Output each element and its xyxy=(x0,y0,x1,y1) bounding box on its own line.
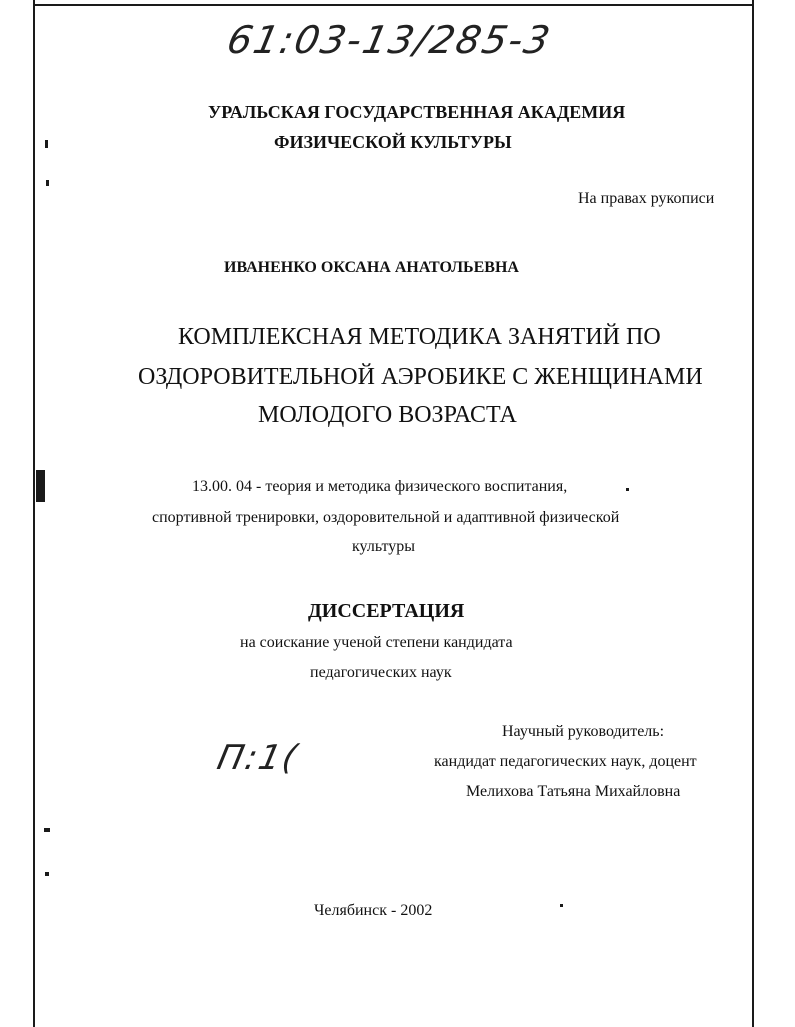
title-line-3: МОЛОДОГО ВОЗРАСТА xyxy=(258,402,517,428)
supervisor-name: Мелихова Татьяна Михайловна xyxy=(466,783,681,800)
margin-speck xyxy=(46,180,49,186)
supervisor-credentials: кандидат педагогических наук, доцент xyxy=(434,753,697,770)
supervisor-label: Научный руководитель: xyxy=(502,723,665,740)
city-year: Челябинск - 2002 xyxy=(314,902,433,919)
title-line-1: КОМПЛЕКСНАЯ МЕТОДИКА ЗАНЯТИЙ ПО xyxy=(178,324,661,350)
rights-note: На правах рукописи xyxy=(578,190,715,207)
author-name: ИВАНЕНКО ОКСАНА АНАТОЛЬЕВНА xyxy=(224,259,519,276)
scan-border-top xyxy=(33,4,753,6)
specialty-line-2: спортивной тренировки, оздоровительной и адаптивной физической xyxy=(152,509,620,526)
handwritten-note: П:1( xyxy=(213,738,303,778)
degree-line-1: на соискание ученой степени кандидата xyxy=(240,634,513,651)
scan-border-right xyxy=(752,0,754,1027)
margin-speck xyxy=(44,828,50,832)
archive-code-handwritten: 61:03-13/285-3 xyxy=(223,18,556,62)
page-speck xyxy=(626,488,629,491)
specialty-line-1: 13.00. 04 - теория и методика физического воспитания, xyxy=(192,478,568,495)
scan-border-left xyxy=(33,0,35,1027)
specialty-line-3: культуры xyxy=(352,538,416,555)
work-type-heading: ДИССЕРТАЦИЯ xyxy=(308,600,465,622)
binding-mark xyxy=(36,470,45,502)
title-line-2: ОЗДОРОВИТЕЛЬНОЙ АЭРОБИКЕ С ЖЕНЩИНАМИ xyxy=(138,364,703,390)
institution-line-2: ФИЗИЧЕСКОЙ КУЛЬТУРЫ xyxy=(274,132,512,152)
page-speck xyxy=(560,904,563,907)
institution-line-1: УРАЛЬСКАЯ ГОСУДАРСТВЕННАЯ АКАДЕМИЯ xyxy=(208,102,626,122)
margin-speck xyxy=(45,872,49,876)
margin-speck xyxy=(45,140,48,148)
degree-line-2: педагогических наук xyxy=(310,664,452,681)
